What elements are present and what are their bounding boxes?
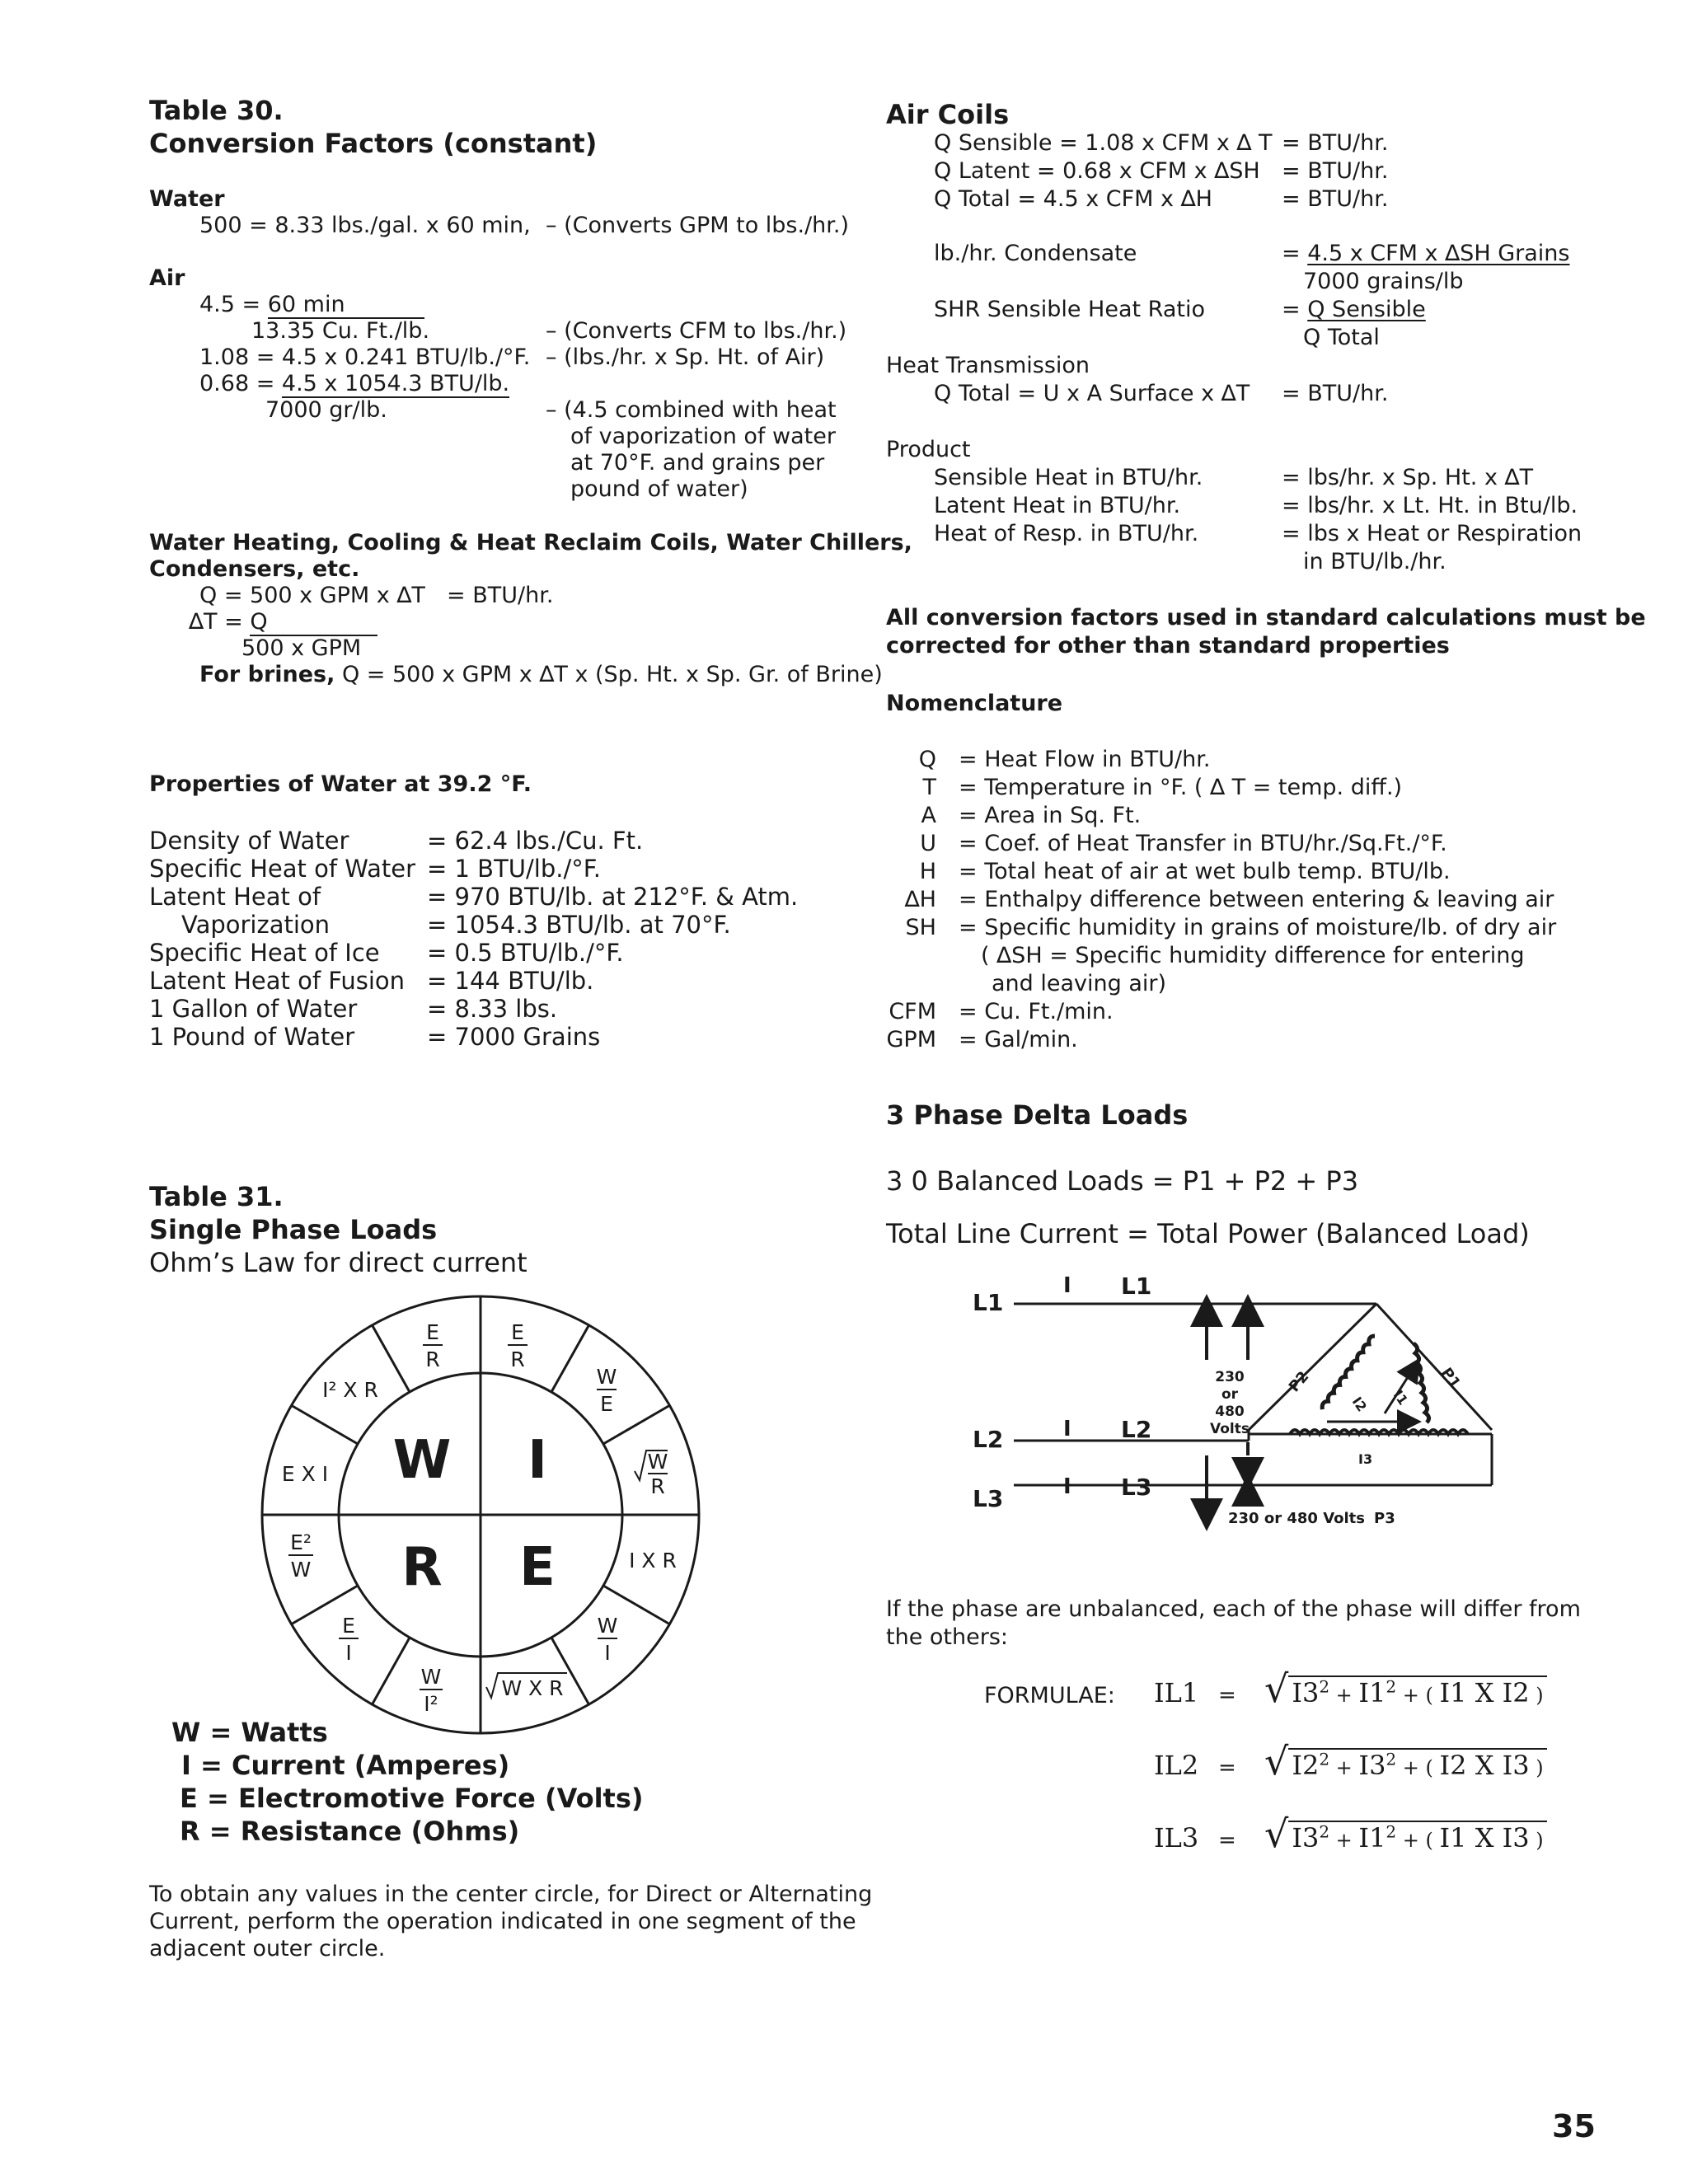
nomenclature-definition: and leaving air) — [992, 971, 1167, 996]
nomenclature-definition: = Temperature in °F. ( ∆ T = temp. diff.) — [959, 775, 1403, 800]
wheel-e2-over-w-num: E² — [290, 1530, 312, 1554]
formula-row-3 — [1154, 1811, 1547, 1856]
nomenclature-symbol: GPM — [886, 1027, 936, 1052]
nomenclature-definition: = Heat Flow in BTU/hr. — [959, 747, 1211, 772]
air-coil-unit: = BTU/hr. — [1282, 158, 1389, 184]
diagram-i2: I2 — [1348, 1394, 1371, 1415]
formula-square-b: 2 — [1386, 1749, 1397, 1769]
wheel-center-R: R — [401, 1537, 443, 1598]
product-label-row: Heat of Resp. in BTU/hr. — [934, 521, 1199, 546]
wheel-w-over-e-num: W — [596, 1365, 617, 1389]
wheel-spoke — [551, 1324, 589, 1392]
formula-square-b: 2 — [1386, 1821, 1397, 1842]
diagram-l1-left: L1 — [973, 1289, 1004, 1316]
wheel-w-over-i-den: I — [604, 1641, 611, 1665]
coils-label-2: Condensers, etc. — [149, 556, 360, 582]
nomenclature-definition: = Gal/min. — [959, 1027, 1078, 1052]
water-formula: 500 = 8.33 lbs./gal. x 60 min, — [199, 213, 531, 238]
diagram-l3-left: L3 — [973, 1485, 1004, 1512]
water-prop-value: = 8.33 lbs. — [427, 995, 558, 1023]
water-prop-value: = 0.5 BTU/lb./°F. — [427, 939, 624, 967]
air-coil-formula: Q Sensible = 1.08 x CFM x ∆ T — [934, 130, 1273, 156]
product-value-row: = lbs x Heat or Respiration — [1282, 521, 1582, 546]
product-value-row: = lbs/hr. x Lt. Ht. in Btu/lb. — [1282, 493, 1578, 518]
wheel-spoke — [603, 1405, 670, 1444]
page-number: 35 — [1552, 2108, 1596, 2144]
formula-square-a: 2 — [1319, 1821, 1330, 1842]
water-prop-label: Specific Heat of Water — [149, 855, 415, 883]
formula-radical-sign: √ — [1264, 1811, 1289, 1856]
formula-square-a: 2 — [1319, 1676, 1330, 1697]
diagram-voltage-1: 230 — [1215, 1369, 1245, 1385]
formula-row-1 — [1154, 1666, 1547, 1711]
legend-w: W = Watts — [171, 1717, 328, 1748]
shr-denominator: Q Total — [1303, 325, 1380, 350]
water-prop-label: Specific Heat of Ice — [149, 939, 380, 967]
formula-plus: + ( — [1396, 1829, 1440, 1852]
coils-q-unit: = BTU/hr. — [447, 583, 554, 608]
diagram-p3: P3 — [1374, 1510, 1395, 1527]
shr-label: SHR Sensible Heat Ratio — [934, 297, 1205, 322]
coils-q-formula: Q = 500 x GPM x ∆T — [199, 583, 425, 608]
heat-transmission-value: = BTU/hr. — [1282, 381, 1389, 406]
delta-right-leg — [1376, 1304, 1492, 1430]
water-prop-label: Density of Water — [149, 827, 349, 855]
air-line5-denominator: 7000 gr/lb. — [265, 397, 387, 423]
wheel-sqrt-w-over-r-num: W — [647, 1450, 668, 1474]
nomenclature-definition: = Total heat of air at wet bulb temp. BTU/lb. — [959, 859, 1451, 884]
formula-radical-sign: √ — [1264, 1739, 1289, 1783]
nomenclature-symbol: SH — [905, 915, 936, 940]
formula-plus: + ( — [1396, 1684, 1440, 1707]
wheel-i2xr: I² X R — [322, 1378, 378, 1402]
condensate-label: lb./hr. Condensate — [934, 241, 1137, 266]
air-note-3: at 70°F. and grains per — [570, 450, 825, 476]
water-prop-value: = 1054.3 BTU/lb. at 70°F. — [427, 911, 731, 939]
diagram-l1-right: L1 — [1121, 1272, 1152, 1300]
formula-product: I1 X I2 — [1439, 1677, 1530, 1708]
current-arrow-i2 — [1331, 1360, 1356, 1393]
diagram-i3: I3 — [1358, 1451, 1373, 1467]
formula-product: I2 X I3 — [1439, 1750, 1530, 1781]
wheel-note-1: To obtain any values in the center circle, for Direct or Alternating — [149, 1882, 873, 1907]
legend-r: R = Resistance (Ohms) — [180, 1816, 520, 1847]
wheel-e-over-r-num-2: E — [511, 1320, 524, 1344]
nomenclature-title: Nomenclature — [886, 691, 1063, 716]
product-label: Product — [886, 437, 971, 462]
condensate-denominator: 7000 grains/lb — [1303, 269, 1464, 294]
formula-term-b: I1 — [1358, 1677, 1386, 1708]
formula-radicand — [1288, 1821, 1546, 1854]
nomenclature-definition: = Enthalpy difference between entering & leaving air — [959, 887, 1554, 912]
brines-line — [199, 662, 883, 687]
formula-lhs: IL3 — [1154, 1822, 1199, 1854]
water-props-title: Properties of Water at 39.2 °F. — [149, 771, 532, 797]
nomenclature-symbol: U — [920, 831, 936, 856]
nomenclature-definition: ( ∆SH = Specific humidity difference for entering — [981, 943, 1525, 968]
wheel-exi: E X I — [281, 1462, 329, 1486]
formula-close: ) — [1529, 1829, 1544, 1852]
formula-plus: + — [1329, 1829, 1359, 1852]
brines-formula: Q = 500 x GPM x ∆T x (Sp. Ht. x Sp. Gr. of Brine) — [335, 662, 883, 687]
product-label-row: Sensible Heat in BTU/hr. — [934, 465, 1203, 490]
legend-e: E = Electromotive Force (Volts) — [180, 1783, 644, 1814]
wheel-w-over-i2-num: W — [420, 1665, 442, 1689]
water-prop-label: Vaporization — [181, 911, 331, 939]
diagram-voltage-4: Volts — [1210, 1421, 1250, 1437]
diagram-i-bottom: I — [1063, 1474, 1071, 1499]
diagram-l2-right: L2 — [1121, 1416, 1152, 1443]
formula-plus: + — [1329, 1756, 1359, 1779]
nomenclature-symbol: H — [919, 859, 936, 884]
coils-dt-prefix: ∆T = — [189, 609, 251, 635]
wheel-e2-over-w-den: W — [290, 1558, 312, 1582]
diagram-p1: P1 — [1437, 1364, 1464, 1392]
diagram-i-mid: I — [1063, 1417, 1071, 1441]
table31-subheading: Single Phase Loads — [149, 1214, 438, 1245]
unbalanced-line-2: the others: — [886, 1624, 1008, 1650]
wheel-note-2: Current, perform the operation indicated in one segment of the — [149, 1909, 856, 1934]
nomenclature-symbol: CFM — [889, 999, 936, 1024]
warning-line-1: All conversion factors used in standard calculations must be — [886, 605, 1646, 630]
water-prop-value: = 7000 Grains — [427, 1023, 601, 1051]
air-coil-unit: = BTU/hr. — [1282, 130, 1389, 156]
formula-radicand — [1288, 1748, 1546, 1781]
heat-transmission-label: Heat Transmission — [886, 353, 1090, 378]
water-prop-value: = 1 BTU/lb./°F. — [427, 855, 601, 883]
diagram-voltage-bottom: 230 or 480 Volts — [1228, 1510, 1365, 1527]
formula-equals: = — [1218, 1755, 1236, 1780]
condensate-value: = 4.5 x CFM x ∆SH Grains — [1282, 241, 1570, 266]
nomenclature-symbol: ∆H — [904, 887, 936, 912]
nomenclature-symbol: A — [921, 803, 936, 828]
diagram-voltage-2: or — [1221, 1386, 1239, 1403]
wheel-spoke — [291, 1405, 358, 1444]
formula-close: ) — [1529, 1684, 1544, 1707]
coils-dt — [189, 609, 377, 636]
wheel-center-E: E — [519, 1537, 556, 1598]
delta-title: 3 Phase Delta Loads — [886, 1099, 1189, 1131]
wheel-sqrt-wxr: W X R — [501, 1676, 564, 1700]
delta-balanced: 3 0 Balanced Loads = P1 + P2 + P3 — [886, 1165, 1359, 1197]
product-value-row: = lbs/hr. x Sp. Ht. x ∆T — [1282, 465, 1534, 490]
formula-square-a: 2 — [1319, 1749, 1330, 1769]
formula-equals: = — [1218, 1683, 1236, 1708]
wheel-ixr: I X R — [629, 1549, 677, 1572]
formula-term-b: I3 — [1358, 1750, 1386, 1781]
water-prop-value: = 62.4 lbs./Cu. Ft. — [427, 827, 644, 855]
air-note-4: pound of water) — [570, 476, 748, 502]
wheel-w-over-i-num: W — [597, 1614, 618, 1638]
air-note-1: – (4.5 combined with heat — [546, 397, 837, 423]
coils-label-1: Water Heating, Cooling & Heat Reclaim Coils, Water Chillers, — [149, 530, 912, 555]
formulae-label: FORMULAE: — [984, 1683, 1115, 1708]
air-line1 — [199, 292, 424, 319]
condensate-numerator: 4.5 x CFM x ∆SH Grains — [1307, 241, 1570, 266]
water-prop-label: 1 Gallon of Water — [149, 995, 358, 1023]
nomenclature-definition: = Coef. of Heat Transfer in BTU/hr./Sq.Ft./°F. — [959, 831, 1447, 856]
formula-term-b: I1 — [1358, 1822, 1386, 1854]
diagram-l2-left: L2 — [973, 1426, 1004, 1453]
diagram-p2: P2 — [1285, 1368, 1313, 1396]
formula-term-a: I2 — [1292, 1750, 1320, 1781]
diagram-l3-right: L3 — [1121, 1474, 1152, 1501]
shr-numerator: Q Sensible — [1307, 297, 1426, 322]
diagram-i1: I1 — [1390, 1387, 1412, 1408]
wheel-note-3: adjacent outer circle. — [149, 1936, 386, 1961]
nomenclature-symbol: T — [922, 775, 936, 800]
coils-dt-denominator: 500 x GPM — [241, 635, 362, 661]
formula-square-b: 2 — [1386, 1676, 1397, 1697]
nomenclature-definition: = Specific humidity in grains of moisture/lb. of dry air — [959, 915, 1557, 940]
table30-heading: Table 30. — [149, 95, 284, 126]
air-line4 — [199, 371, 509, 398]
water-note: – (Converts GPM to lbs./hr.) — [546, 213, 850, 238]
water-prop-label: Latent Heat of Fusion — [149, 967, 406, 995]
air-line1-numerator: 60 min — [268, 292, 424, 319]
formula-row-2 — [1154, 1739, 1547, 1783]
wheel-w-over-i2-den: I² — [424, 1692, 438, 1716]
formula-radical-sign: √ — [1264, 1666, 1289, 1711]
water-prop-label: 1 Pound of Water — [149, 1023, 355, 1051]
air-line4-numerator: 4.5 x 1054.3 BTU/lb. — [281, 371, 510, 396]
air-line2-denominator: 13.35 Cu. Ft./lb. — [251, 318, 430, 344]
air-line1-prefix: 4.5 = — [199, 292, 268, 317]
heat-transmission-formula: Q Total = U x A Surface x ∆T — [934, 381, 1250, 406]
water-prop-value: = 970 BTU/lb. at 212°F. & Atm. — [427, 883, 799, 911]
delta-load-diagram — [964, 1269, 1508, 1558]
formula-lhs: IL1 — [1154, 1677, 1199, 1708]
wheel-sqrt-w-over-r-den: R — [650, 1474, 665, 1498]
formula-term-a: I3 — [1292, 1822, 1320, 1854]
wheel-e-over-r-den-2: R — [510, 1347, 525, 1371]
formula-term-a: I3 — [1292, 1677, 1320, 1708]
air-coil-unit: = BTU/hr. — [1282, 186, 1389, 212]
warning-line-2: corrected for other than standard properties — [886, 633, 1450, 658]
air-note-2: of vaporization of water — [570, 424, 836, 449]
coil-p1 — [1414, 1343, 1429, 1422]
formula-product: I1 X I3 — [1439, 1822, 1530, 1854]
wheel-center-I: I — [528, 1430, 547, 1491]
air-coil-formula: Q Latent = 0.68 x CFM x ∆SH — [934, 158, 1260, 184]
formula-plus: + ( — [1396, 1756, 1440, 1779]
shr-value: = Q Sensible — [1282, 297, 1426, 322]
table31-heading: Table 31. — [149, 1181, 284, 1212]
air-line3-note: – (lbs./hr. x Sp. Ht. of Air) — [546, 344, 825, 370]
coils-dt-numerator: Q — [250, 609, 377, 636]
air-line3: 1.08 = 4.5 x 0.241 BTU/lb./°F. — [199, 344, 531, 370]
air-line2-note: – (Converts CFM to lbs./hr.) — [546, 318, 847, 344]
air-coil-formula: Q Total = 4.5 x CFM x ∆H — [934, 186, 1212, 212]
diagram-voltage-3: 480 — [1215, 1404, 1245, 1420]
wheel-w-over-e-den: E — [600, 1392, 613, 1416]
respiration-continuation: in BTU/lb./hr. — [1303, 549, 1447, 574]
product-label-row: Latent Heat in BTU/hr. — [934, 493, 1181, 518]
legend-i: I = Current (Amperes) — [181, 1750, 510, 1781]
brines-bold: For brines, — [199, 662, 335, 687]
formula-lhs: IL2 — [1154, 1750, 1199, 1781]
formula-close: ) — [1529, 1756, 1544, 1779]
delta-total-line: Total Line Current = Total Power (Balanced Load) — [886, 1218, 1530, 1249]
water-prop-label: Latent Heat of — [149, 883, 321, 911]
table30-subheading: Conversion Factors (constant) — [149, 128, 598, 159]
wheel-e-over-r-num: E — [426, 1320, 439, 1344]
air-label: Air — [149, 265, 185, 291]
formula-radicand — [1288, 1675, 1546, 1708]
wheel-spoke — [372, 1638, 410, 1705]
formula-plus: + — [1329, 1684, 1359, 1707]
nomenclature-definition: = Area in Sq. Ft. — [959, 803, 1142, 828]
wheel-e-over-r-den: R — [425, 1347, 440, 1371]
formula-equals: = — [1218, 1828, 1236, 1853]
air-line4-prefix: 0.68 = — [199, 371, 282, 396]
ohms-law-wheel — [247, 1294, 717, 1755]
unbalanced-line-1: If the phase are unbalanced, each of the phase will differ from — [886, 1596, 1581, 1622]
wheel-center-W: W — [392, 1430, 452, 1491]
diagram-i-top: I — [1063, 1273, 1071, 1298]
table31-caption: Ohm’s Law for direct current — [149, 1247, 528, 1278]
air-coils-title: Air Coils — [886, 99, 1010, 130]
nomenclature-symbol: Q — [918, 747, 936, 772]
wheel-e-over-i-num: E — [342, 1614, 355, 1638]
water-prop-value: = 144 BTU/lb. — [427, 967, 594, 995]
nomenclature-definition: = Cu. Ft./min. — [959, 999, 1114, 1024]
water-label: Water — [149, 186, 225, 212]
wheel-e-over-i-den: I — [345, 1641, 352, 1665]
